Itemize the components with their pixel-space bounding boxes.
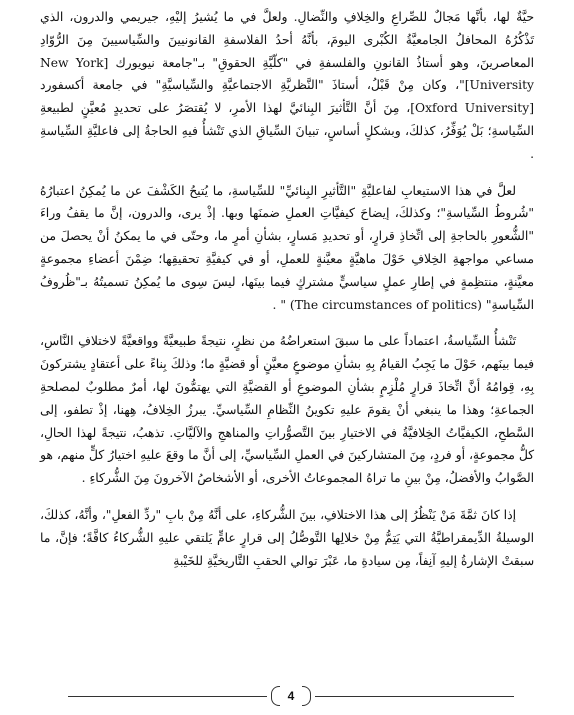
footer-rule-right <box>315 696 514 697</box>
paragraph-1: حيَّةٌ لها، بأنَّها مَجالٌ للصِّراعِ والخِلافِ والنِّضالِ. ولعلَّ في ما يُشيرُ إليْهِ، جيريمي والدرون، الذي تَذْكُرُهُ المحافلُ الجامعيَّةُ الكُبْرى اليومَ، بأنَّهُ أحدُ الفلاسفةِ القانونيينَ والسِّياسيينَ مِنَ الرُّوّادِ المعاصرينَ، وهو أستاذُ القانونِ والفلسفةِ في "كلّيَّةِ الحقوقِ" بـ"جامعة نيويورك [New York University]"، وكان مِنْ قَبْلُ، أستاذَ "النَّظريَّةِ الاجتماعيَّةِ والسِّياسيَّةِ" في جامعة أكسفورد [Oxford University]، مِنَ أنَّ التَّأثيرَ البِنائيَّ لهذا الأمرِ، لا يُقتصَرُ على تحديدٍ مُعيَّنٍ لطبيعةِ السِّياسةِ؛ بَلْ يُوَفِّرُ، كذلكَ، وبشكلٍ أساسٍ، تبيانَ السِّياقِ الذي تَنْشأُ فيهِ الحاجةُ إلى فاعليَّةِ السِّياسةِ . <box>40 10 534 161</box>
paragraph-2: لعلَّ في هذا الاستيعابِ لفاعليَّةِ "التَّأثيرِ البِنائيِّ" للسِّياسةِ، ما يُتيحُ الكَشْفَ عن ما يُمكِنُ اعتبارُهُ "شُروطُ السِّياسةِ"؛ وكذلكَ، إيضاحَ كيفيَّاتِ العملِ ضمنَها وبها. إذْ يرى، والدرون، إنَّ ما يقفُ وراءَ "الشُّعورِ بالحاجةِ إلى اتِّخاذِ قرارٍ، أو تحديدِ مَسارٍ، بشأنِ أمرٍ ما، وحتّى في ما يمكنُ أنْ يحصلَ من مساعي مواجهةِ الخِلافِ حَوْلَ ماهيَّةٍ معيَّنةٍ للعملِ، أو في كيفيَّةِ تحقيقِها؛ ضِمْنَ أعضاءِ مجموعةٍ معيَّنةٍ، منتظِمةٍ في إطارِ عملٍ سياسيٍّ مشتركٍ فيما بينَها، ليسَ سِوى ما يُمكِنُ تسميتُهُ بـ"ظُروفُ السِّياسةِ" (The circumstances of politics) " . <box>40 183 534 312</box>
paragraph-gap <box>40 166 534 180</box>
paragraph-gap <box>40 490 534 504</box>
page-footer <box>68 686 514 706</box>
paragraph-4: إذا كانَ ثمَّةَ مَنْ يَنْظُرُ إلى هذا الاختلافِ، بينَ الشُّركاءِ، على أنَّهُ مِنْ بابِ "ردِّ الفعلِ"، وأنَّهُ، كذلكَ، الوسيلةُ الدِّيمقراطيَّةُ التي يَتِمُّ مِنْ خلالِها التَّوصُّلُ إلى قرارٍ عامٍّ يَلتقي عليهِ الشُّركاءُ كافَّةً؛ فإنَّ، ما سبقتْ الإشارةُ إليهِ آنِفاً، مِن سيادةِ ما، عَبْرَ توالي الحقبِ التَّاريخيَّةِ للخَيْبةِ <box>40 507 534 568</box>
page-number-box <box>271 686 311 706</box>
paragraph-gap <box>40 316 534 330</box>
left-brace-icon <box>271 686 280 706</box>
footer-rule-left <box>68 696 267 697</box>
page-number: 4 <box>287 689 295 703</box>
right-brace-icon <box>302 686 311 706</box>
paragraph-3: تَنْشأُ السِّياسةُ، اعتماداً على ما سبقَ استعراضُهُ من نظرٍ، نتيجةً طبيعيَّةً وواقعيَّةً لاختلافِ النَّاسِ، فيما بينَهم، حَوْلَ ما يَجِبُ القيامُ بِهِ بشأنِ موضوعٍ معيَّنٍ أو قضيَّةٍ ما؛ وذلكَ بِناءً على أعتقادٍ يشتركونَ بِهِ، قِوامُهُ أنَّ اتِّخاذَ قرارٍ مُلْزِمٍ بشأنِ الموضوعِ أو القضيَّةِ التي يهتمُّونَ لها، أمرٌ مطلوبٌ لمصلحةِ الجماعةِ؛ وهذا ما ينبغي أنْ يقومَ عليهِ تكوينُ النِّظامِ السِّياسيِّ. يبرزُ الخِلافُ، هِهنا، إذْ تطفو، إلى السَّطحِ، الكيفيَّاتُ الخِلافيَّةُ في الاختيارِ بينَ التَّصوُّراتِ والمناهجِ والآليَّاتِ. تذهبُ، نتيجةً لهذا الحالِ، كلُّ مجموعةٍ، أو فردٍ، مِنَ المتشاركينَ في العملِ السِّياسيِّ، إلى أنَّ ما وقعَ عليهِ اختيارُ كلٍّ منهم، هو الصَّوابُ والأفضلُ، مِنْ بينِ ما تراهُ المجموعاتُ الأخرى، أو الأشخاصُ الآخرونَ مِنَ الشُّركاءِ . <box>40 334 534 486</box>
